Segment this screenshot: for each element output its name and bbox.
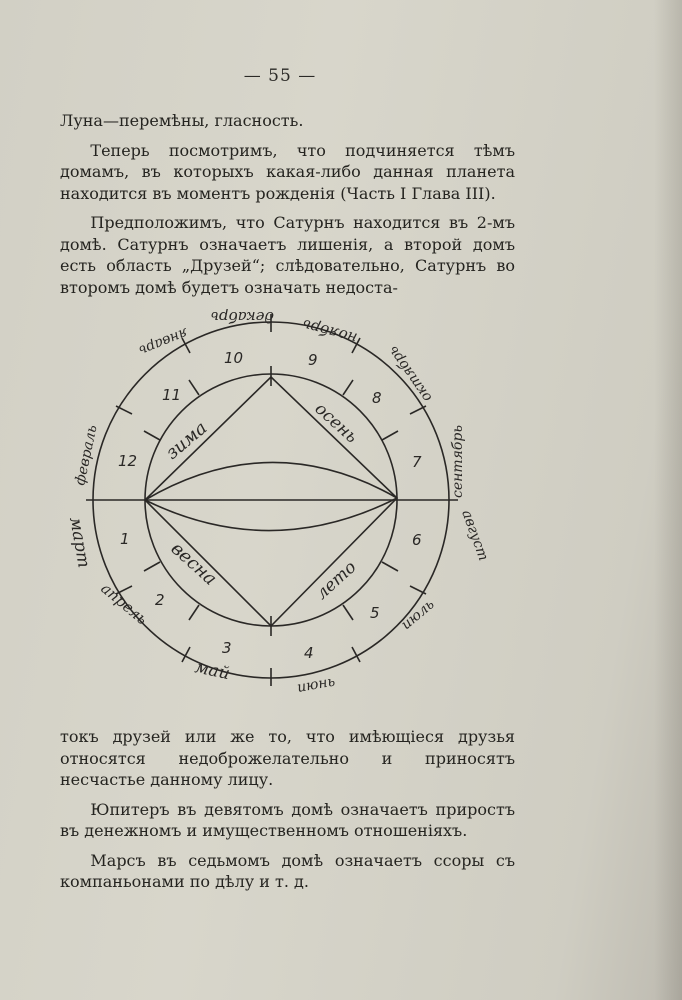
month-label: октябрь: [385, 342, 436, 405]
month-label: сентябрь: [450, 424, 466, 498]
paragraph: Луна—перемѣны, гласность.: [60, 111, 304, 130]
month-label: июнь: [295, 673, 337, 696]
house-number: 7: [412, 453, 422, 471]
paragraph: токъ друзей или же то, что имѣющіеся друзья относятся недоброжелательно и приносятъ несчастье данному лицу.: [60, 727, 515, 789]
season-diamond: [145, 377, 397, 626]
season-label: лето: [311, 557, 361, 604]
zodiac-seasons-diagram: [60, 300, 520, 705]
paragraph: Предположимъ, что Сатурнъ находится въ 2-мъ домѣ. Сатурнъ означаетъ лишенія, а второй домъ есть область „Друзей“; слѣдовательно, Сатурнъ во второмъ домѣ будетъ означать недоста-: [60, 213, 515, 297]
paragraph: Теперь посмотримъ, что подчиняется тѣмъ домамъ, въ которыхъ какая-либо данная планета находится въ моментъ рожденія (Часть I Глава III).: [60, 140, 515, 203]
house-number: 9: [308, 351, 318, 369]
house-number: 8: [372, 389, 382, 407]
house-numbers: [118, 349, 422, 662]
month-label: декабрь: [210, 308, 274, 326]
house-number: 12: [118, 452, 138, 470]
paragraph: Марсъ въ седьмомъ домѣ означаетъ ссоры съ компаньонами по дѣлу и т. д.: [60, 850, 515, 891]
month-label: ноябрь: [300, 315, 360, 348]
month-label: август: [458, 507, 492, 563]
month-label: январь: [136, 324, 191, 359]
lower-arc: [145, 498, 397, 531]
house-number: 11: [162, 386, 182, 404]
house-number: 10: [224, 349, 244, 367]
house-number: 5: [370, 604, 380, 622]
house-number: 1: [120, 530, 130, 548]
season-labels: [162, 399, 362, 604]
season-label: зима: [161, 417, 212, 464]
page-edge-shadow: [654, 0, 682, 1000]
text-block-top: [60, 110, 515, 298]
upper-arc: [145, 462, 397, 500]
house-number: 3: [222, 639, 232, 657]
month-label: май: [192, 657, 232, 685]
month-labels: [65, 308, 491, 696]
house-number: 2: [155, 591, 165, 609]
house-number: 6: [412, 531, 422, 549]
house-number: 4: [304, 644, 314, 662]
house-divisions: [144, 366, 398, 636]
month-label: март: [65, 515, 94, 570]
month-label: апрель: [97, 579, 151, 629]
month-label: февраль: [72, 423, 101, 487]
month-label: июль: [398, 596, 438, 634]
paragraph: Юпитеръ въ девятомъ домѣ означаетъ приростъ въ денежномъ и имущественномъ отношеніяхъ.: [60, 799, 515, 840]
season-label: весна: [166, 538, 221, 590]
season-label: осень: [310, 398, 362, 448]
page-number: — 55 —: [243, 66, 317, 86]
text-block-bottom: [60, 726, 515, 893]
